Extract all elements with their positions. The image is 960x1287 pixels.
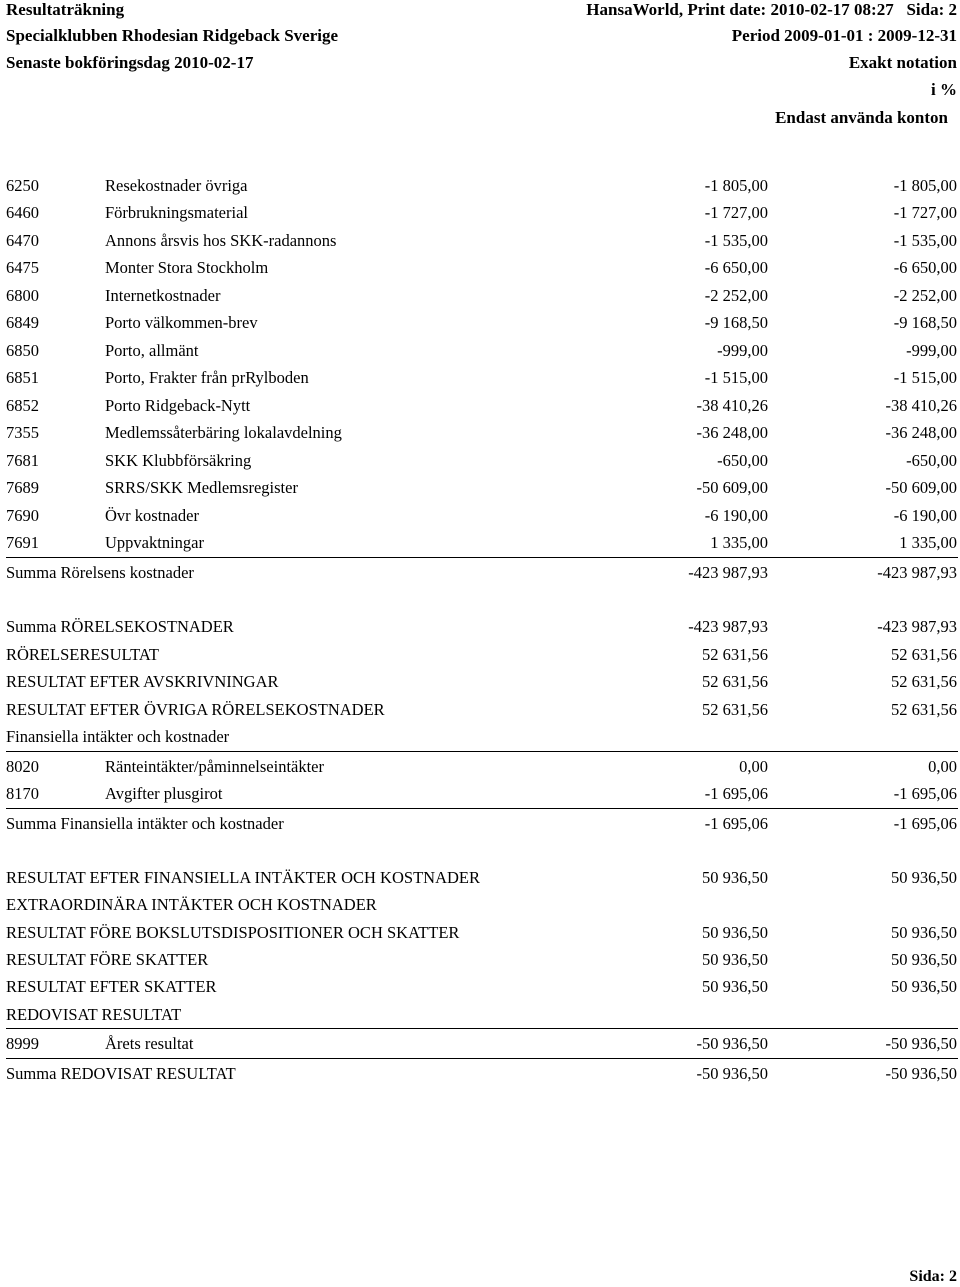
print-info: HansaWorld, Print date: 2010-02-17 08:27 [586,0,894,19]
percent-label: i % [931,80,957,99]
page-number: Sida: 2 [906,0,957,19]
account-row [0,202,960,224]
account-number: 7681 [6,451,39,470]
account-row [0,532,960,554]
account-name: SRRS/SKK Medlemsregister [105,478,298,497]
amount-total: -50 936,50 [885,1034,957,1053]
amount-period: -1 695,06 [704,814,768,833]
amount-total: -423 987,93 [877,617,957,636]
amount-period: -1 515,00 [704,368,768,387]
account-name: Årets resultat [105,1034,194,1053]
amount-period: -38 410,26 [696,396,768,415]
account-row [0,257,960,279]
section-heading [0,1004,960,1026]
account-row [0,230,960,252]
account-number: 6800 [6,286,39,305]
amount-total: -50 609,00 [885,478,957,497]
result-row [0,644,960,666]
summary-label: Summa REDOVISAT RESULTAT [6,1064,236,1083]
amount-period: 50 936,50 [702,977,768,996]
account-number: 6470 [6,231,39,250]
divider [6,1028,958,1029]
amount-total: 0,00 [928,757,957,776]
amount-total: -1 727,00 [893,203,957,222]
summary-label: Summa Finansiella intäkter och kostnader [6,814,284,833]
summary-row [0,562,960,584]
section-heading-label: EXTRAORDINÄRA INTÄKTER OCH KOSTNADER [6,895,377,914]
section-heading [0,894,960,916]
account-name: Medlemssåterbäring lokalavdelning [105,423,342,442]
result-row [0,976,960,998]
amount-total: -1 515,00 [893,368,957,387]
account-row [0,312,960,334]
divider [6,1058,958,1059]
account-name: Monter Stora Stockholm [105,258,269,277]
account-name: Övr kostnader [105,506,199,525]
footer-page-number: Sida: 2 [909,1268,957,1285]
period: Period 2009-01-01 : 2009-12-31 [731,26,957,45]
result-label: RESULTAT FÖRE SKATTER [6,950,209,969]
amount-period: -6 190,00 [704,506,768,525]
amount-period: -50 609,00 [696,478,768,497]
summary-label: Summa Rörelsens kostnader [6,563,194,582]
account-number: 6851 [6,368,39,387]
account-row [0,340,960,362]
amount-period: 0,00 [739,757,768,776]
account-name: Internetkostnader [105,286,221,305]
amount-period: 50 936,50 [702,950,768,969]
result-label: RESULTAT EFTER AVSKRIVNINGAR [6,672,279,691]
result-row [0,671,960,693]
amount-period: -2 252,00 [704,286,768,305]
account-row [0,477,960,499]
account-row [0,783,960,805]
used-accounts-only: Endast använda konton [775,108,948,127]
result-row [0,922,960,944]
account-number: 8170 [6,784,39,803]
result-label: RESULTAT EFTER FINANSIELLA INTÄKTER OCH KOSTNADER [6,868,480,887]
section-heading-label: Finansiella intäkter och kostnader [6,727,230,746]
result-label: RESULTAT FÖRE BOKSLUTSDISPOSITIONER OCH SKATTER [6,923,460,942]
account-row [0,395,960,417]
account-number: 6849 [6,313,39,332]
account-number: 6850 [6,341,39,360]
amount-total: -9 168,50 [893,313,957,332]
amount-period: -1 695,06 [704,784,768,803]
account-row [0,1033,960,1055]
amount-period: -1 727,00 [704,203,768,222]
account-number: 7355 [6,423,39,442]
account-number: 7691 [6,533,39,552]
result-row [0,867,960,889]
account-row [0,756,960,778]
account-name: Ränteintäkter/påminnelseintäkter [105,757,325,776]
amount-total: -6 650,00 [893,258,957,277]
account-row [0,367,960,389]
amount-total: 50 936,50 [891,923,957,942]
amount-total: -50 936,50 [885,1064,957,1083]
account-number: 6852 [6,396,39,415]
organization-name: Specialklubben Rhodesian Ridgeback Sverige [6,26,339,45]
amount-total: -1 695,06 [893,814,957,833]
amount-period: 50 936,50 [702,868,768,887]
result-label: RESULTAT EFTER ÖVRIGA RÖRELSEKOSTNADER [6,700,385,719]
account-row [0,422,960,444]
account-name: Annons årsvis hos SKK-radannons [105,231,337,250]
amount-period: -9 168,50 [704,313,768,332]
divider [6,751,958,752]
amount-total: 52 631,56 [891,700,957,719]
account-name: Porto, allmänt [105,341,199,360]
amount-period: -650,00 [717,451,768,470]
amount-total: 50 936,50 [891,950,957,969]
account-number: 8999 [6,1034,39,1053]
amount-total: 1 335,00 [899,533,957,552]
amount-period: 52 631,56 [702,672,768,691]
amount-period: 52 631,56 [702,645,768,664]
amount-total: 52 631,56 [891,672,957,691]
account-name: Porto, Frakter från prRylboden [105,368,309,387]
account-name: Resekostnader övriga [105,176,248,195]
account-name: Förbrukningsmaterial [105,203,248,222]
amount-total: -999,00 [906,341,957,360]
amount-total: -2 252,00 [893,286,957,305]
divider [6,557,958,558]
section-heading [0,726,960,748]
amount-period: -1 535,00 [704,231,768,250]
summary-row [0,1063,960,1085]
amount-period: 1 335,00 [710,533,768,552]
last-booking-date: Senaste bokföringsdag 2010-02-17 [6,53,254,72]
account-number: 7689 [6,478,39,497]
print-info-and-page [586,0,957,20]
amount-total: 50 936,50 [891,977,957,996]
amount-total: -38 410,26 [885,396,957,415]
account-row [0,505,960,527]
amount-total: -1 695,06 [893,784,957,803]
divider [6,808,958,809]
amount-total: 50 936,50 [891,868,957,887]
amount-period: -999,00 [717,341,768,360]
result-label: RÖRELSERESULTAT [6,645,160,664]
amount-period: -423 987,93 [688,617,768,636]
amount-total: -6 190,00 [893,506,957,525]
account-number: 7690 [6,506,39,525]
amount-period: -50 936,50 [696,1064,768,1083]
account-name: Avgifter plusgirot [105,784,223,803]
account-row [0,285,960,307]
account-name: SKK Klubbförsäkring [105,451,252,470]
result-row [0,949,960,971]
amount-period: -36 248,00 [696,423,768,442]
amount-period: -1 805,00 [704,176,768,195]
summary-row [0,813,960,835]
report-title: Resultaträkning [6,0,125,19]
notation: Exakt notation [848,53,957,72]
section-heading-label: REDOVISAT RESULTAT [6,1005,182,1024]
result-row [0,616,960,638]
amount-total: 52 631,56 [891,645,957,664]
account-number: 6460 [6,203,39,222]
account-name: Porto Ridgeback-Nytt [105,396,251,415]
amount-period: -423 987,93 [688,563,768,582]
amount-total: -650,00 [906,451,957,470]
amount-period: 52 631,56 [702,700,768,719]
result-label: RESULTAT EFTER SKATTER [6,977,217,996]
amount-total: -423 987,93 [877,563,957,582]
account-number: 6250 [6,176,39,195]
account-name: Uppvaktningar [105,533,204,552]
result-row [0,699,960,721]
account-name: Porto välkommen-brev [105,313,258,332]
amount-period: -6 650,00 [704,258,768,277]
amount-total: -1 805,00 [893,176,957,195]
amount-period: 50 936,50 [702,923,768,942]
amount-period: -50 936,50 [696,1034,768,1053]
account-number: 6475 [6,258,39,277]
result-label: Summa RÖRELSEKOSTNADER [6,617,234,636]
amount-total: -36 248,00 [885,423,957,442]
account-row [0,450,960,472]
account-number: 8020 [6,757,39,776]
account-row [0,175,960,197]
amount-total: -1 535,00 [893,231,957,250]
